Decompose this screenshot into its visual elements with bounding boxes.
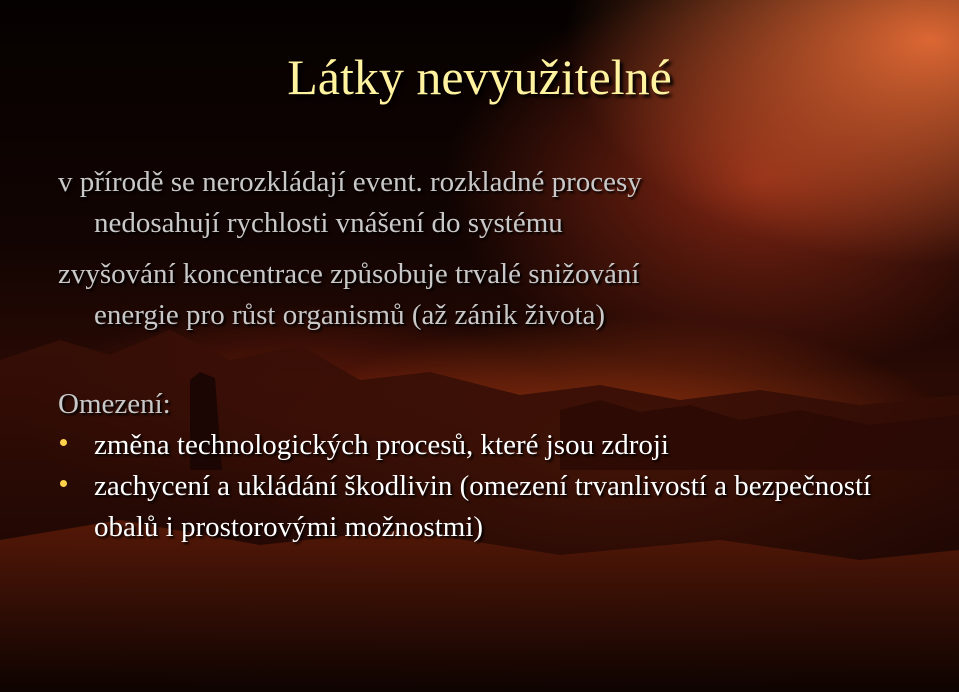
limits-heading: Omezení:	[58, 388, 171, 420]
list-item-text: zachycení a ukládání škodlivin (omezení trvanlivostí a bezpečností obalů i prostorovými možnostmi)	[94, 470, 872, 543]
bullet-icon	[60, 480, 67, 487]
paragraph-decomposition	[58, 162, 938, 244]
slide-title: Látky nevyužitelné	[287, 49, 672, 105]
paragraph-line-continued: energie pro růst organismů (až zánik života)	[94, 299, 606, 331]
list-item	[58, 425, 938, 466]
paragraph-line-continued: nedosahují rychlosti vnášení do systému	[94, 207, 563, 239]
slide-body	[58, 162, 938, 548]
limits-list	[58, 425, 938, 548]
list-item-text: změna technologických procesů, které jsou zdroji	[94, 429, 669, 461]
list-item	[58, 466, 938, 548]
paragraph-line: v přírodě se nerozkládají event. rozkladné procesy	[58, 166, 642, 198]
paragraph-concentration	[58, 254, 938, 336]
bullet-icon	[60, 439, 67, 446]
paragraph-line: zvyšování koncentrace způsobuje trvalé snižování	[58, 258, 640, 290]
